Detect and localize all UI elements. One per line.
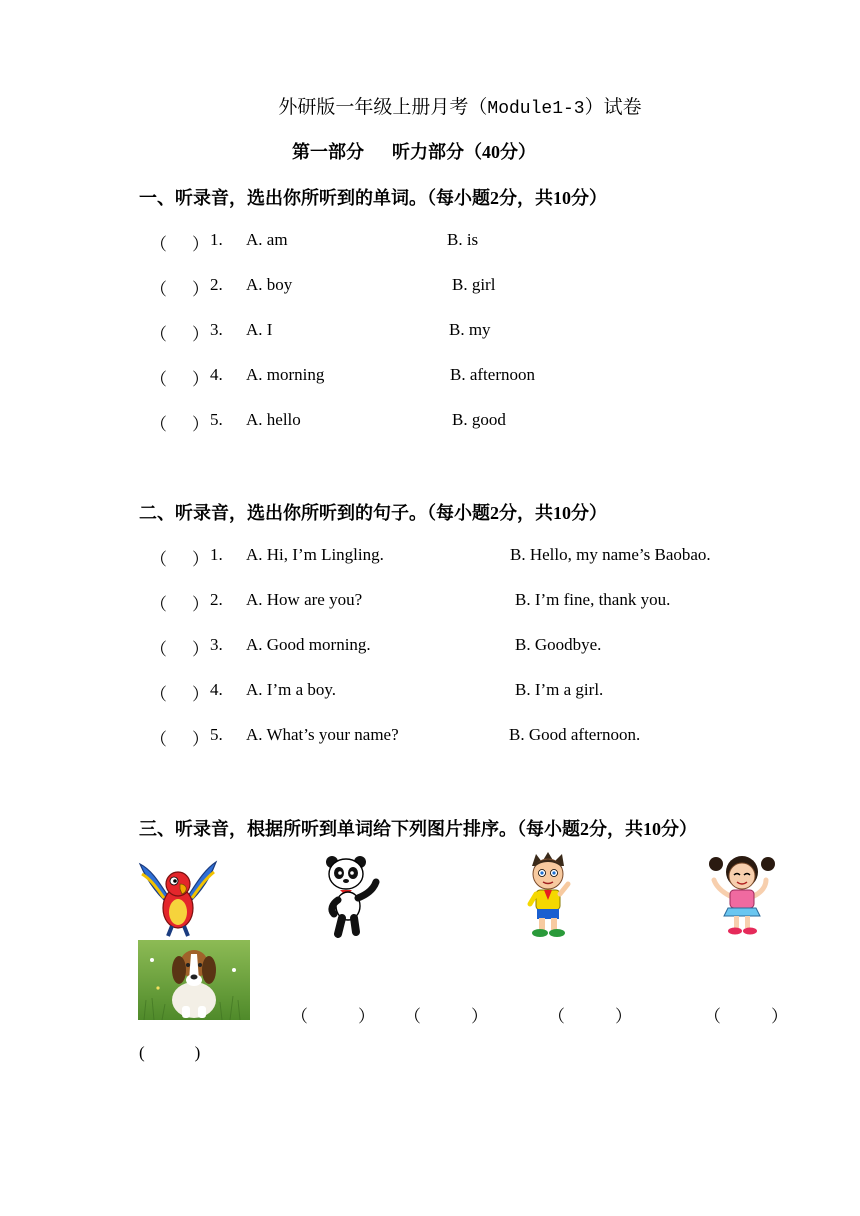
answer-blank-open[interactable]: （ xyxy=(150,415,167,434)
answer-blank-close: ） xyxy=(192,415,209,434)
section1-heading: 一、听录音，选出你所听到的单词。（每小题2分，共10分） xyxy=(139,188,607,208)
picture-answer-blank[interactable]: （ ） xyxy=(704,1007,788,1026)
answer-blank-open[interactable]: （ xyxy=(150,640,167,659)
answer-blank-close: ） xyxy=(192,325,209,344)
section1-question-4 xyxy=(150,365,750,387)
answer-blank-open[interactable]: （ xyxy=(150,325,167,344)
section1-question-3 xyxy=(150,320,750,342)
answer-blank-close: ） xyxy=(192,550,209,569)
option-a: A. What’s your name? xyxy=(246,725,399,744)
parrot-picture xyxy=(138,856,218,938)
boy-picture xyxy=(524,852,576,938)
option-a: A. Good morning. xyxy=(246,635,371,654)
option-b: B. I’m fine, thank you. xyxy=(515,590,671,609)
option-a: A. boy xyxy=(246,275,293,294)
option-a: A. I xyxy=(246,320,273,339)
section3-heading: 三、听录音，根据所听到单词给下列图片排序。（每小题2分，共10分） xyxy=(139,819,697,839)
answer-blank-close: ） xyxy=(192,370,209,389)
section2-question-3 xyxy=(150,635,790,657)
answer-blank-open[interactable]: （ xyxy=(150,730,167,749)
option-b: B. afternoon xyxy=(450,365,535,384)
answer-blank-open[interactable]: （ xyxy=(150,370,167,389)
question-number: 4. xyxy=(210,680,223,699)
section2-heading: 二、听录音，选出你所听到的句子。（每小题2分，共10分） xyxy=(139,503,607,523)
answer-blank-close: ） xyxy=(192,640,209,659)
option-a: A. morning xyxy=(246,365,325,384)
picture-answer-blank[interactable]: ( ) xyxy=(139,1043,201,1062)
option-b: B. I’m a girl. xyxy=(515,680,604,699)
question-number: 2. xyxy=(210,275,223,294)
option-a: A. I’m a boy. xyxy=(246,680,337,699)
section1-question-5 xyxy=(150,410,750,432)
question-number: 4. xyxy=(210,365,223,384)
option-b: B. Hello, my name’s Baobao. xyxy=(510,545,711,564)
picture-answer-blank[interactable]: （ ） xyxy=(291,1007,375,1026)
girl-picture xyxy=(708,852,776,936)
panda-picture xyxy=(322,854,380,938)
question-number: 3. xyxy=(210,320,223,339)
section2-question-5 xyxy=(150,725,790,747)
answer-blank-close: ） xyxy=(192,595,209,614)
option-b: B. is xyxy=(447,230,479,249)
part-subtitle: 第一部分 听力部分（40分） xyxy=(292,142,536,162)
answer-blank-close: ） xyxy=(192,280,209,299)
option-b: B. good xyxy=(452,410,506,429)
question-number: 5. xyxy=(210,725,223,744)
option-a: A. Hi, I’m Lingling. xyxy=(246,545,384,564)
answer-blank-close: ） xyxy=(192,685,209,704)
question-number: 1. xyxy=(210,230,223,249)
picture-answer-blank[interactable]: （ ） xyxy=(404,1007,488,1026)
question-number: 5. xyxy=(210,410,223,429)
answer-blank-open[interactable]: （ xyxy=(150,595,167,614)
exam-title: 外研版一年级上册月考（Module1-3）试卷 xyxy=(278,97,642,119)
answer-blank-open[interactable]: （ xyxy=(150,280,167,299)
question-number: 2. xyxy=(210,590,223,609)
option-b: B. Good afternoon. xyxy=(509,725,641,744)
section1-question-1 xyxy=(150,230,750,252)
answer-blank-open[interactable]: （ xyxy=(150,685,167,704)
question-number: 1. xyxy=(210,545,223,564)
question-number: 3. xyxy=(210,635,223,654)
answer-blank-close: ） xyxy=(192,235,209,254)
option-a: A. How are you? xyxy=(246,590,363,609)
option-a: A. am xyxy=(246,230,288,249)
answer-blank-open[interactable]: （ xyxy=(150,550,167,569)
option-b: B. Goodbye. xyxy=(515,635,602,654)
section2-question-4 xyxy=(150,680,790,702)
section2-question-2 xyxy=(150,590,790,612)
section1-question-2 xyxy=(150,275,750,297)
answer-blank-close: ） xyxy=(192,730,209,749)
option-a: A. hello xyxy=(246,410,301,429)
section2-question-1 xyxy=(150,545,790,567)
answer-blank-open[interactable]: （ xyxy=(150,235,167,254)
option-b: B. my xyxy=(449,320,491,339)
picture-answer-blank[interactable]: （ ） xyxy=(548,1007,632,1026)
option-b: B. girl xyxy=(452,275,496,294)
dog-picture xyxy=(138,940,250,1020)
